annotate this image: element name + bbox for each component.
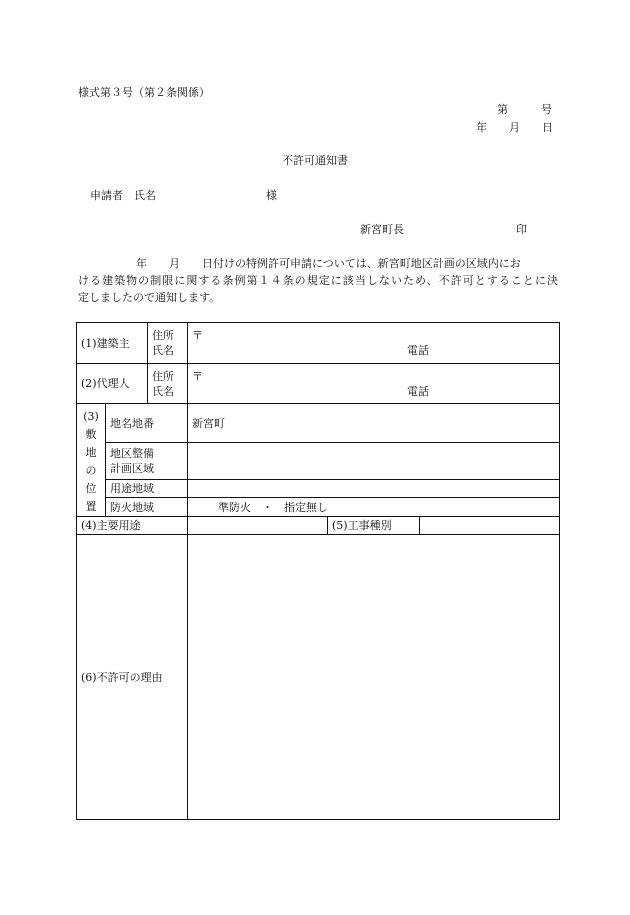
owner-phone-label: 電話 (407, 344, 430, 357)
owner-label: (1)建築主 (77, 323, 148, 364)
issuer-seal: 印 (516, 223, 527, 236)
fire-zone-options[interactable]: 準防火 ・ 指定無し (188, 498, 560, 517)
zoning-label: 用途地域 (106, 480, 188, 498)
district-plan-label-line-1: 地区整備 (110, 447, 154, 461)
site-label-char: 敷 (85, 428, 97, 441)
reason-row (77, 535, 560, 820)
agent-name-label: 氏名 (152, 384, 174, 398)
zoning-value[interactable] (188, 480, 560, 498)
use-work-row (77, 517, 560, 535)
site-label-char: (3) (83, 410, 99, 423)
agent-field-labels (148, 364, 188, 404)
notice-line-1: 年 月 日付けの特例許可申請については、新宮町地区計画の区域内にお (136, 257, 521, 270)
lot-value[interactable]: 新宮町 (188, 404, 560, 443)
site-lot-row (77, 404, 560, 443)
document-number: 第 号 (497, 103, 552, 116)
owner-name-label: 氏名 (152, 344, 174, 357)
agent-entry[interactable] (188, 364, 560, 404)
main-use-value[interactable] (188, 517, 328, 535)
owner-row (77, 323, 560, 364)
issue-date: 年 月 日 (476, 121, 553, 134)
page-title: 不許可通知書 (282, 154, 348, 167)
agent-label: (2)代理人 (77, 364, 148, 404)
agent-address-label: 住所 (152, 369, 174, 383)
owner-field-labels (148, 323, 188, 364)
notice-line-3: 定しましたので通知します。 (78, 291, 221, 304)
applicant-label: 申請者 氏名 (90, 189, 156, 202)
issuer-name: 新宮町長 (360, 223, 404, 236)
applicant-honorific: 様 (266, 189, 277, 202)
zoning-row (77, 480, 560, 498)
agent-phone-label: 電話 (407, 384, 430, 398)
owner-address-label: 住所 (152, 329, 174, 342)
site-label-char: 位 (85, 482, 97, 495)
work-type-value[interactable] (420, 517, 560, 535)
work-type-label: (5)工事種別 (328, 517, 420, 535)
notice-form-table (76, 322, 560, 820)
rejection-reason-label: (6)不許可の理由 (77, 535, 188, 820)
owner-entry[interactable] (188, 323, 560, 364)
owner-postal-mark: 〒 (192, 329, 203, 342)
district-plan-row (77, 443, 560, 480)
agent-postal-mark: 〒 (192, 369, 203, 383)
agent-row (77, 364, 560, 404)
notice-body (78, 255, 558, 306)
rejection-reason-value[interactable] (188, 535, 560, 820)
district-plan-value[interactable] (188, 443, 560, 480)
site-location-label (77, 404, 106, 517)
site-label-char: 地 (85, 446, 97, 459)
main-use-label: (4)主要用途 (77, 517, 188, 535)
fire-zone-label: 防火地域 (106, 498, 188, 517)
site-label-char: の (85, 464, 97, 477)
district-plan-label (106, 443, 188, 480)
lot-label: 地名地番 (106, 404, 188, 443)
form-number: 様式第３号（第２条関係） (78, 86, 210, 99)
fire-zone-row (77, 498, 560, 517)
notice-line-2: ける建築物の制限に関する条例第１４条の規定に該当しないため、不許可とすることに決 (78, 274, 558, 287)
site-label-char: 置 (85, 500, 97, 513)
district-plan-label-line-2: 計画区域 (110, 462, 154, 476)
